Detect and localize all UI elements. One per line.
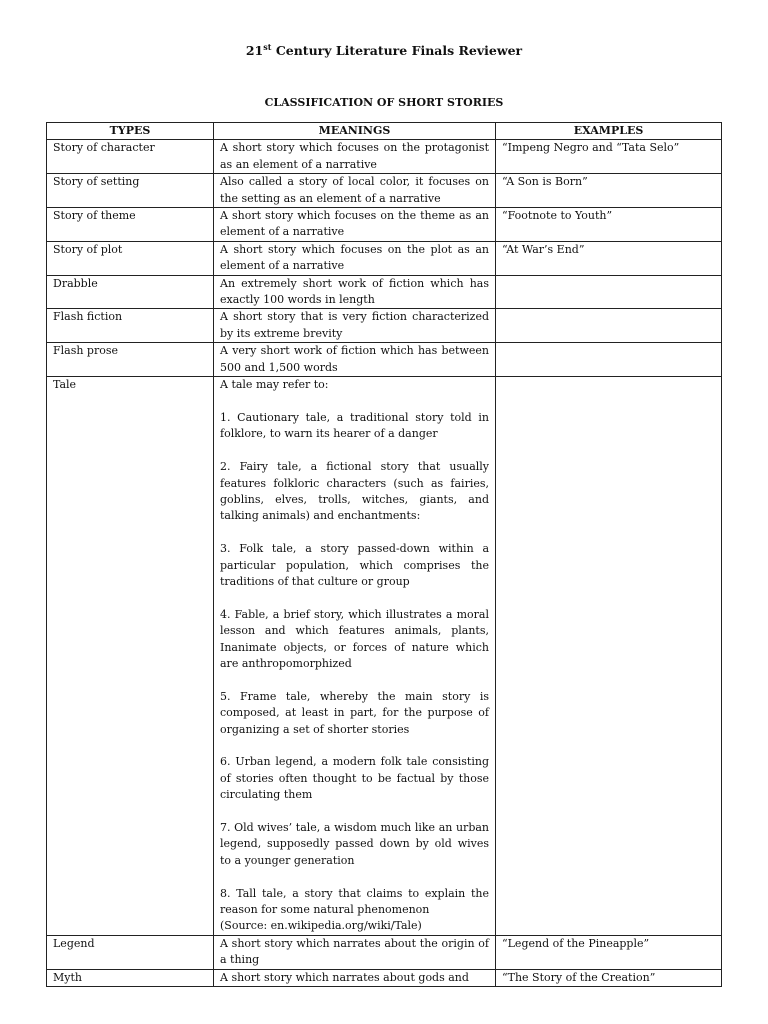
example-cell: “At War’s End” — [496, 241, 722, 275]
tale-intro: A tale may refer to: — [220, 378, 329, 392]
type-cell: Myth — [47, 969, 214, 986]
example-cell — [496, 377, 722, 936]
title-rest: Century Literature Finals Reviewer — [271, 43, 523, 58]
type-cell: Flash fiction — [47, 309, 214, 343]
table-row — [47, 309, 722, 343]
tale-item: 6. Urban legend, a modern folk tale consisting of stories often thought to be factual by those circulating them — [220, 755, 489, 802]
type-cell: Story of character — [47, 140, 214, 174]
spacer — [220, 672, 489, 688]
header-examples: EXAMPLES — [496, 123, 722, 140]
tale-item: 5. Frame tale, whereby the main story is composed, at least in part, for the purpose of organizing a set of shorter stories — [220, 689, 489, 736]
meaning-cell: A short story that is very fiction characterized by its extreme brevity — [214, 309, 496, 343]
type-cell: Legend — [47, 935, 214, 969]
meaning-cell: An extremely short work of fiction which has exactly 100 words in length — [214, 275, 496, 309]
example-cell — [496, 309, 722, 343]
tale-item: 8. Tall tale, a story that claims to explain the reason for some natural phenomenon — [220, 886, 489, 916]
spacer — [220, 738, 489, 754]
type-cell: Story of theme — [47, 208, 214, 242]
example-cell: “Legend of the Pineapple” — [496, 935, 722, 969]
example-cell — [496, 275, 722, 309]
header-types: TYPES — [47, 123, 214, 140]
classification-table — [46, 122, 722, 987]
tale-item: 4. Fable, a brief story, which illustrates a moral lesson and which features animals, plants, Inanimate objects, or forces of nature which are anthropomorphized — [220, 607, 489, 670]
meaning-cell: A short story which focuses on the plot as an element of a narrative — [214, 241, 496, 275]
tale-item: 1. Cautionary tale, a traditional story told in folklore, to warn its hearer of a danger — [220, 410, 489, 441]
document-title — [0, 43, 768, 58]
meaning-cell: Also called a story of local color, it focuses on the setting as an element of a narrative — [214, 174, 496, 208]
table-row — [47, 343, 722, 377]
tale-item: 7. Old wives’ tale, a wisdom much like an urban legend, supposedly passed down by old wives to a younger generation — [220, 820, 489, 867]
spacer — [220, 443, 489, 459]
section-title: CLASSIFICATION OF SHORT STORIES — [264, 96, 504, 109]
example-cell: “The Story of the Creation” — [496, 969, 722, 986]
type-cell: Tale — [47, 377, 214, 936]
spacer — [220, 590, 489, 606]
meaning-cell: A very short work of fiction which has between 500 and 1,500 words — [214, 343, 496, 377]
table-row — [47, 935, 722, 969]
example-cell: “Footnote to Youth” — [496, 208, 722, 242]
tale-item: 3. Folk tale, a story passed-down within a particular population, which comprises the traditions of that culture or group — [220, 542, 489, 588]
meaning-cell: A short story which focuses on the theme as an element of a narrative — [214, 208, 496, 242]
table-row — [47, 140, 722, 174]
meaning-cell: A short story which narrates about gods and — [214, 969, 496, 986]
spacer — [220, 804, 489, 820]
type-cell: Story of plot — [47, 241, 214, 275]
table-row — [47, 969, 722, 986]
meaning-cell: A short story which focuses on the protagonist as an element of a narrative — [214, 140, 496, 174]
example-cell: “Impeng Negro and “Tata Selo” — [496, 140, 722, 174]
spacer — [220, 394, 489, 410]
type-cell: Drabble — [47, 275, 214, 309]
table-header-row — [47, 123, 722, 140]
spacer — [220, 525, 489, 541]
table-row — [47, 174, 722, 208]
example-cell: “A Son is Born” — [496, 174, 722, 208]
type-cell: Flash prose — [47, 343, 214, 377]
example-cell — [496, 343, 722, 377]
title-prefix: 21 — [245, 43, 264, 58]
table-row — [47, 275, 722, 309]
header-meanings: MEANINGS — [214, 123, 496, 140]
table-row — [47, 208, 722, 242]
spacer — [220, 869, 489, 885]
meaning-cell: A short story which narrates about the origin of a thing — [214, 935, 496, 969]
type-cell: Story of setting — [47, 174, 214, 208]
table-row-tale — [47, 377, 722, 936]
meaning-cell — [214, 377, 496, 936]
title-superscript: st — [263, 41, 272, 52]
tale-source: (Source: en.wikipedia.org/wiki/Tale) — [220, 919, 422, 933]
table-row — [47, 241, 722, 275]
tale-item: 2. Fairy tale, a fictional story that usually features folkloric characters (such as fairies, goblins, elves, trolls, witches, giants, and talking animals) and enchantments: — [220, 460, 489, 523]
